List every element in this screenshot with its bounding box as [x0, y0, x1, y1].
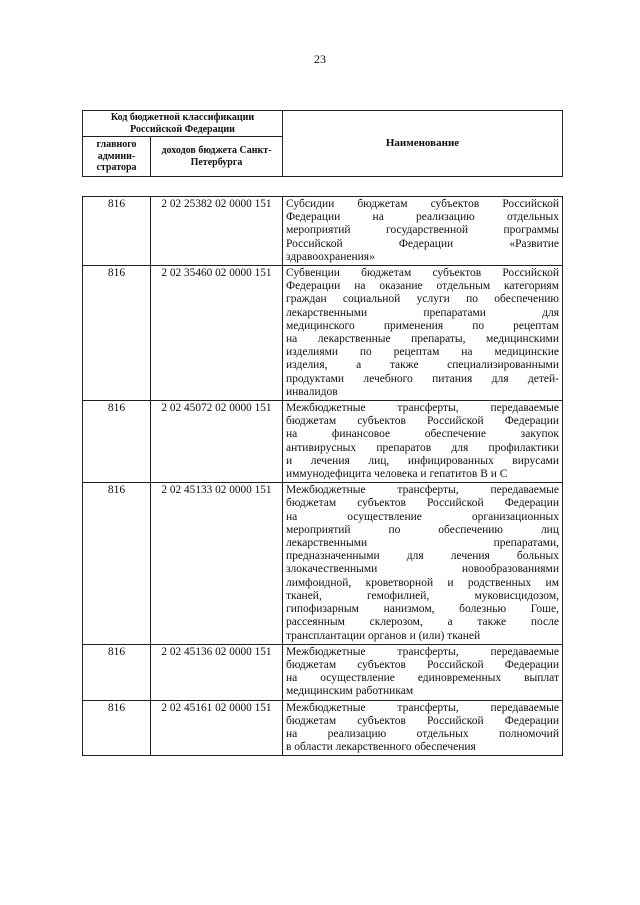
description-cell: [283, 266, 563, 401]
description-line: бюджетам субъектов Российской Федерации: [286, 415, 559, 428]
description-line: медицинского применения по рецептам: [286, 319, 559, 332]
description-line: рассеянным склерозом, а также после: [286, 616, 559, 629]
budget-code-cell: 2 02 35460 02 0000 151: [151, 266, 283, 401]
description-line: бюджетам субъектов Российской Федерации: [286, 497, 559, 510]
description-line: и лечения лиц, инфицированных вирусами: [286, 454, 559, 467]
description-line: Федерации на оказание отдельным категориям: [286, 280, 559, 293]
admin-code-cell: 816: [83, 266, 151, 401]
description-line: гипофизарным нанизмом, болезнью Гоше,: [286, 603, 559, 616]
description-line: лекарственными препаратами для: [286, 306, 559, 319]
admin-column-header: главного админи-стратора: [83, 137, 151, 177]
description-line: инвалидов: [286, 385, 338, 398]
table-row: [83, 266, 563, 401]
description-line: лекарственными препаратами,: [286, 537, 559, 550]
revenue-codes-table: [82, 196, 563, 756]
table-row: [83, 197, 563, 266]
budget-code-cell: 2 02 25382 02 0000 151: [151, 197, 283, 266]
admin-code-cell: 816: [83, 644, 151, 700]
description-line: Российской Федерации «Развитие: [286, 237, 559, 250]
page-number: 23: [314, 52, 326, 66]
description-line: в области лекарственного обеспечения: [286, 741, 476, 754]
table-header: [82, 110, 563, 177]
description-cell: [283, 401, 563, 483]
table-row: [83, 700, 563, 756]
description-line: Федерации на реализацию отдельных: [286, 211, 559, 224]
description-cell: [283, 644, 563, 700]
description-line: антивирусных препаратов для профилактики: [286, 441, 559, 454]
description-line: мероприятий государственной программы: [286, 224, 559, 237]
description-line: трансплантации органов и (или) тканей: [286, 629, 481, 642]
description-line: предназначенными для лечения больных: [286, 550, 559, 563]
description-line: изделия, а также специализированными: [286, 359, 559, 372]
classification-code-header: Код бюджетной классификации Российской Федерации: [83, 111, 283, 137]
description-line: бюджетам субъектов Российской Федерации: [286, 714, 559, 727]
description-line: продуктами лечебного питания для детей-: [286, 372, 559, 385]
code-column-header: доходов бюджета Санкт-Петербурга: [151, 137, 283, 177]
admin-code-cell: 816: [83, 401, 151, 483]
table-body: [83, 197, 563, 756]
description-line: на реализацию отдельных полномочий: [286, 727, 559, 740]
budget-code-cell: 2 02 45136 02 0000 151: [151, 644, 283, 700]
table-row: [83, 644, 563, 700]
description-line: злокачественными новообразованиями: [286, 563, 559, 576]
budget-code-cell: 2 02 45072 02 0000 151: [151, 401, 283, 483]
admin-code-cell: 816: [83, 197, 151, 266]
budget-code-cell: 2 02 45161 02 0000 151: [151, 700, 283, 756]
description-line: здравоохранения»: [286, 250, 375, 263]
table-row: [83, 401, 563, 483]
description-line: на финансовое обеспечение закупок: [286, 428, 559, 441]
table-row: [83, 483, 563, 644]
description-cell: [283, 700, 563, 756]
budget-code-cell: 2 02 45133 02 0000 151: [151, 483, 283, 644]
description-line: Межбюджетные трансферты, передаваемые: [286, 701, 559, 714]
description-line: бюджетам субъектов Российской Федерации: [286, 658, 559, 671]
description-cell: [283, 483, 563, 644]
description-line: на лекарственные препараты, медицинскими: [286, 333, 559, 346]
description-line: иммунодефицита человека и гепатитов В и С: [286, 468, 508, 481]
admin-code-cell: 816: [83, 483, 151, 644]
description-line: Межбюджетные трансферты, передаваемые: [286, 645, 559, 658]
description-cell: [283, 197, 563, 266]
description-line: на осуществление единовременных выплат: [286, 672, 559, 685]
description-line: тканей, гемофилией, муковисцидозом,: [286, 589, 559, 602]
description-line: медицинским работникам: [286, 685, 414, 698]
description-line: мероприятий по обеспечению лиц: [286, 523, 559, 536]
description-line: граждан социальной услуги по обеспечению: [286, 293, 559, 306]
description-line: Межбюджетные трансферты, передаваемые: [286, 402, 559, 415]
description-line: Субсидии бюджетам субъектов Российской: [286, 198, 559, 210]
description-line: на осуществление организационных: [286, 510, 559, 523]
description-line: Межбюджетные трансферты, передаваемые: [286, 484, 559, 497]
name-column-header: Наименование: [283, 111, 563, 177]
description-line: Субвенции бюджетам субъектов Российской: [286, 267, 559, 280]
description-line: лимфоидной, кроветворной и родственных им: [286, 576, 559, 589]
description-line: изделиями по рецептам на медицинские: [286, 346, 559, 359]
admin-code-cell: 816: [83, 700, 151, 756]
